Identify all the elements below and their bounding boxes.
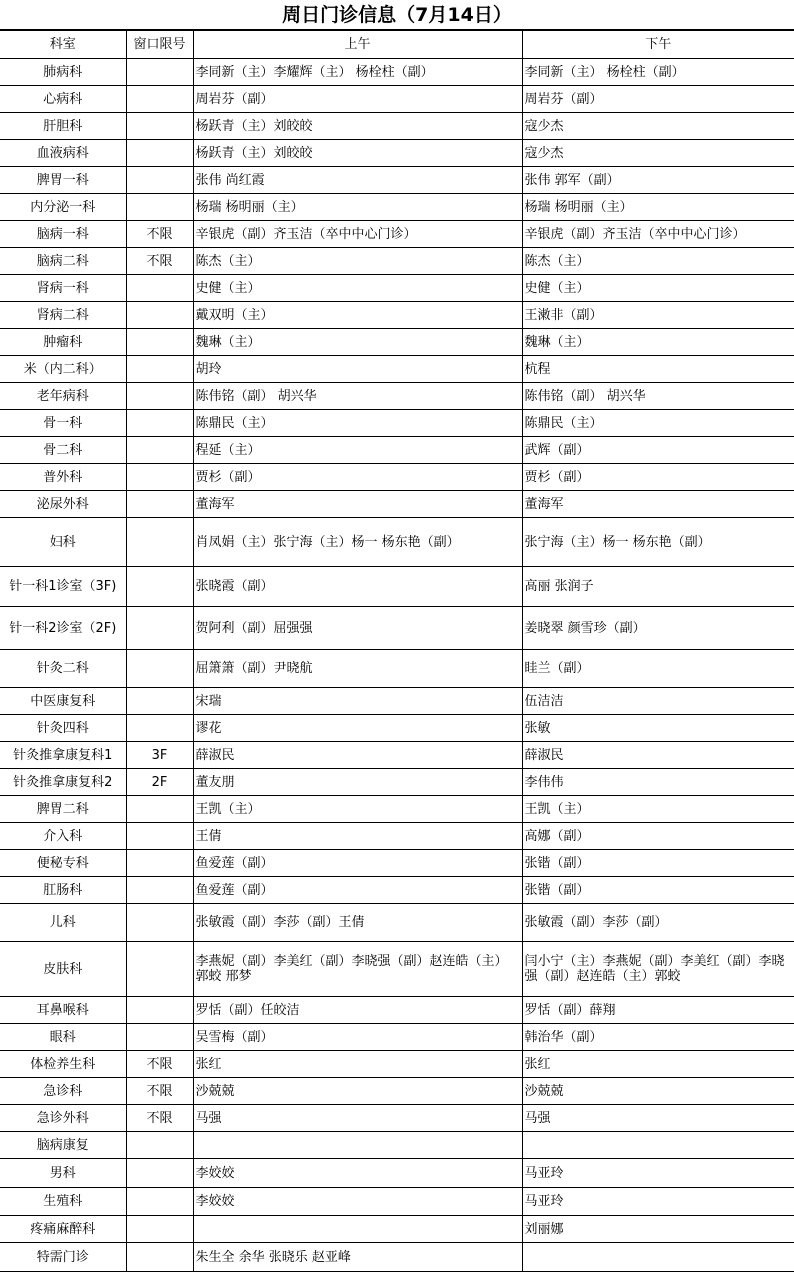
morning-doctors-cell: 肖凤娟（主）张宁海（主）杨一 杨东艳（副） bbox=[193, 518, 522, 567]
table-row bbox=[0, 140, 794, 167]
dept-cell: 米（内二科） bbox=[0, 356, 126, 383]
table-row bbox=[0, 796, 794, 823]
afternoon-doctors-cell: 寇少杰 bbox=[522, 113, 794, 140]
window-limit-cell bbox=[126, 329, 193, 356]
morning-doctors-cell: 吴雪梅（副） bbox=[193, 1024, 522, 1051]
window-limit-cell bbox=[126, 688, 193, 715]
table-row bbox=[0, 715, 794, 742]
table-row bbox=[0, 607, 794, 650]
morning-doctors-cell: 李姣姣 bbox=[193, 1159, 522, 1188]
header-am: 上午 bbox=[193, 31, 522, 59]
morning-doctors-cell: 屈箫箫（副）尹晓航 bbox=[193, 650, 522, 688]
table-row bbox=[0, 997, 794, 1024]
dept-cell: 脾胃二科 bbox=[0, 796, 126, 823]
window-limit-cell bbox=[126, 86, 193, 113]
window-limit-cell bbox=[126, 567, 193, 607]
table-row bbox=[0, 877, 794, 904]
window-limit-cell bbox=[126, 302, 193, 329]
header-dept: 科室 bbox=[0, 31, 126, 59]
table-row bbox=[0, 1216, 794, 1243]
dept-cell: 老年病科 bbox=[0, 383, 126, 410]
afternoon-doctors-cell: 罗恬（副）薛翔 bbox=[522, 997, 794, 1024]
table-row bbox=[0, 1159, 794, 1188]
afternoon-doctors-cell: 刘丽娜 bbox=[522, 1216, 794, 1243]
afternoon-doctors-cell: 眭兰（副） bbox=[522, 650, 794, 688]
window-limit-cell bbox=[126, 167, 193, 194]
dept-cell: 针灸推拿康复科2 bbox=[0, 769, 126, 796]
afternoon-doctors-cell: 韩治华（副） bbox=[522, 1024, 794, 1051]
afternoon-doctors-cell: 张锴（副） bbox=[522, 850, 794, 877]
afternoon-doctors-cell: 沙兢兢 bbox=[522, 1078, 794, 1105]
table-row bbox=[0, 302, 794, 329]
dept-cell: 疼痛麻醉科 bbox=[0, 1216, 126, 1243]
table-row bbox=[0, 194, 794, 221]
afternoon-doctors-cell: 马强 bbox=[522, 1105, 794, 1132]
afternoon-doctors-cell: 辛银虎（副）齐玉洁（卒中中心门诊） bbox=[522, 221, 794, 248]
afternoon-doctors-cell bbox=[522, 1132, 794, 1159]
window-limit-cell bbox=[126, 59, 193, 86]
morning-doctors-cell: 辛银虎（副）齐玉洁（卒中中心门诊） bbox=[193, 221, 522, 248]
afternoon-doctors-cell: 武辉（副） bbox=[522, 437, 794, 464]
window-limit-cell bbox=[126, 491, 193, 518]
afternoon-doctors-cell: 高娜（副） bbox=[522, 823, 794, 850]
table-row bbox=[0, 1024, 794, 1051]
dept-cell: 泌尿外科 bbox=[0, 491, 126, 518]
window-limit-cell bbox=[126, 113, 193, 140]
dept-cell: 脑病康复 bbox=[0, 1132, 126, 1159]
afternoon-doctors-cell bbox=[522, 1243, 794, 1272]
morning-doctors-cell: 罗恬（副）任皎洁 bbox=[193, 997, 522, 1024]
window-limit-cell bbox=[126, 850, 193, 877]
window-limit-cell bbox=[126, 650, 193, 688]
afternoon-doctors-cell: 马亚玲 bbox=[522, 1188, 794, 1216]
page-title: 周日门诊信息（7月14日） bbox=[0, 0, 794, 30]
header-window: 窗口限号 bbox=[126, 31, 193, 59]
dept-cell: 急诊外科 bbox=[0, 1105, 126, 1132]
dept-cell: 肿瘤科 bbox=[0, 329, 126, 356]
morning-doctors-cell: 胡玲 bbox=[193, 356, 522, 383]
dept-cell: 心病科 bbox=[0, 86, 126, 113]
clinic-schedule-table bbox=[0, 30, 794, 1272]
window-limit-cell bbox=[126, 410, 193, 437]
afternoon-doctors-cell: 陈鼎民（主） bbox=[522, 410, 794, 437]
table-row bbox=[0, 850, 794, 877]
table-row bbox=[0, 221, 794, 248]
dept-cell: 儿科 bbox=[0, 904, 126, 942]
table-row bbox=[0, 86, 794, 113]
morning-doctors-cell: 张敏霞（副）李莎（副）王倩 bbox=[193, 904, 522, 942]
dept-cell: 皮肤科 bbox=[0, 942, 126, 997]
window-limit-cell bbox=[126, 942, 193, 997]
afternoon-doctors-cell: 杨瑞 杨明丽（主） bbox=[522, 194, 794, 221]
dept-cell: 生殖科 bbox=[0, 1188, 126, 1216]
morning-doctors-cell: 沙兢兢 bbox=[193, 1078, 522, 1105]
morning-doctors-cell: 张红 bbox=[193, 1051, 522, 1078]
morning-doctors-cell: 薛淑民 bbox=[193, 742, 522, 769]
header-row bbox=[0, 31, 794, 59]
dept-cell: 针一科1诊室（3F) bbox=[0, 567, 126, 607]
dept-cell: 针灸二科 bbox=[0, 650, 126, 688]
window-limit-cell bbox=[126, 796, 193, 823]
table-row bbox=[0, 491, 794, 518]
dept-cell: 骨一科 bbox=[0, 410, 126, 437]
dept-cell: 眼科 bbox=[0, 1024, 126, 1051]
table-row bbox=[0, 113, 794, 140]
window-limit-cell bbox=[126, 877, 193, 904]
morning-doctors-cell: 杨跃青（主）刘皎皎 bbox=[193, 113, 522, 140]
morning-doctors-cell: 魏琳（主） bbox=[193, 329, 522, 356]
table-row bbox=[0, 1105, 794, 1132]
dept-cell: 肝胆科 bbox=[0, 113, 126, 140]
afternoon-doctors-cell: 张锴（副） bbox=[522, 877, 794, 904]
dept-cell: 骨二科 bbox=[0, 437, 126, 464]
morning-doctors-cell bbox=[193, 1216, 522, 1243]
morning-doctors-cell: 谬花 bbox=[193, 715, 522, 742]
window-limit-cell bbox=[126, 275, 193, 302]
morning-doctors-cell: 马强 bbox=[193, 1105, 522, 1132]
table-row bbox=[0, 650, 794, 688]
table-row bbox=[0, 904, 794, 942]
dept-cell: 血液病科 bbox=[0, 140, 126, 167]
table-row bbox=[0, 567, 794, 607]
window-limit-cell: 3F bbox=[126, 742, 193, 769]
table-row bbox=[0, 356, 794, 383]
window-limit-cell bbox=[126, 823, 193, 850]
afternoon-doctors-cell: 张敏霞（副）李莎（副） bbox=[522, 904, 794, 942]
window-limit-cell bbox=[126, 1159, 193, 1188]
afternoon-doctors-cell: 董海军 bbox=[522, 491, 794, 518]
dept-cell: 中医康复科 bbox=[0, 688, 126, 715]
morning-doctors-cell: 董友朋 bbox=[193, 769, 522, 796]
morning-doctors-cell: 鱼爱莲（副） bbox=[193, 877, 522, 904]
afternoon-doctors-cell: 李同新（主） 杨栓柱（副） bbox=[522, 59, 794, 86]
morning-doctors-cell: 陈鼎民（主） bbox=[193, 410, 522, 437]
morning-doctors-cell: 程延（主） bbox=[193, 437, 522, 464]
table-row bbox=[0, 1188, 794, 1216]
table-row bbox=[0, 275, 794, 302]
dept-cell: 肾病一科 bbox=[0, 275, 126, 302]
window-limit-cell: 不限 bbox=[126, 221, 193, 248]
dept-cell: 男科 bbox=[0, 1159, 126, 1188]
table-row bbox=[0, 688, 794, 715]
window-limit-cell bbox=[126, 1024, 193, 1051]
morning-doctors-cell: 李姣姣 bbox=[193, 1188, 522, 1216]
afternoon-doctors-cell: 高丽 张润子 bbox=[522, 567, 794, 607]
afternoon-doctors-cell: 陈伟铭（副） 胡兴华 bbox=[522, 383, 794, 410]
window-limit-cell bbox=[126, 715, 193, 742]
dept-cell: 脾胃一科 bbox=[0, 167, 126, 194]
afternoon-doctors-cell: 姜晓翠 颜雪珍（副） bbox=[522, 607, 794, 650]
table-row bbox=[0, 1051, 794, 1078]
window-limit-cell bbox=[126, 518, 193, 567]
header-pm: 下午 bbox=[522, 31, 794, 59]
afternoon-doctors-cell: 杭程 bbox=[522, 356, 794, 383]
afternoon-doctors-cell: 伍洁洁 bbox=[522, 688, 794, 715]
morning-doctors-cell: 陈伟铭（副） 胡兴华 bbox=[193, 383, 522, 410]
window-limit-cell bbox=[126, 997, 193, 1024]
window-limit-cell bbox=[126, 356, 193, 383]
dept-cell: 体检养生科 bbox=[0, 1051, 126, 1078]
afternoon-doctors-cell: 张敏 bbox=[522, 715, 794, 742]
table-row bbox=[0, 1078, 794, 1105]
morning-doctors-cell: 张伟 尚红霞 bbox=[193, 167, 522, 194]
morning-doctors-cell: 朱生全 余华 张晓乐 赵亚峰 bbox=[193, 1243, 522, 1272]
window-limit-cell bbox=[126, 1132, 193, 1159]
afternoon-doctors-cell: 薛淑民 bbox=[522, 742, 794, 769]
window-limit-cell bbox=[126, 140, 193, 167]
afternoon-doctors-cell: 王潄非（副） bbox=[522, 302, 794, 329]
morning-doctors-cell: 鱼爱莲（副） bbox=[193, 850, 522, 877]
afternoon-doctors-cell: 陈杰（主） bbox=[522, 248, 794, 275]
window-limit-cell bbox=[126, 1216, 193, 1243]
morning-doctors-cell: 李燕妮（副）李美红（副）李晓强（副）赵连皓（主）郭蛟 邢梦 bbox=[193, 942, 522, 997]
morning-doctors-cell bbox=[193, 1132, 522, 1159]
table-row bbox=[0, 248, 794, 275]
table-row bbox=[0, 742, 794, 769]
dept-cell: 脑病二科 bbox=[0, 248, 126, 275]
afternoon-doctors-cell: 张伟 郭军（副） bbox=[522, 167, 794, 194]
dept-cell: 脑病一科 bbox=[0, 221, 126, 248]
morning-doctors-cell: 陈杰（主） bbox=[193, 248, 522, 275]
window-limit-cell bbox=[126, 464, 193, 491]
table-row bbox=[0, 1132, 794, 1159]
table-row bbox=[0, 823, 794, 850]
table-row bbox=[0, 942, 794, 997]
window-limit-cell bbox=[126, 437, 193, 464]
morning-doctors-cell: 王凯（主） bbox=[193, 796, 522, 823]
afternoon-doctors-cell: 魏琳（主） bbox=[522, 329, 794, 356]
dept-cell: 针灸推拿康复科1 bbox=[0, 742, 126, 769]
afternoon-doctors-cell: 王凯（主） bbox=[522, 796, 794, 823]
dept-cell: 内分泌一科 bbox=[0, 194, 126, 221]
table-row bbox=[0, 59, 794, 86]
dept-cell: 针灸四科 bbox=[0, 715, 126, 742]
afternoon-doctors-cell: 寇少杰 bbox=[522, 140, 794, 167]
dept-cell: 肺病科 bbox=[0, 59, 126, 86]
window-limit-cell: 不限 bbox=[126, 248, 193, 275]
afternoon-doctors-cell: 贾杉（副） bbox=[522, 464, 794, 491]
dept-cell: 肾病二科 bbox=[0, 302, 126, 329]
morning-doctors-cell: 王倩 bbox=[193, 823, 522, 850]
table-row bbox=[0, 1243, 794, 1272]
dept-cell: 介入科 bbox=[0, 823, 126, 850]
table-row bbox=[0, 518, 794, 567]
window-limit-cell bbox=[126, 383, 193, 410]
morning-doctors-cell: 董海军 bbox=[193, 491, 522, 518]
dept-cell: 普外科 bbox=[0, 464, 126, 491]
schedule-body bbox=[0, 59, 794, 1272]
morning-doctors-cell: 宋瑞 bbox=[193, 688, 522, 715]
table-row bbox=[0, 383, 794, 410]
table-row bbox=[0, 437, 794, 464]
afternoon-doctors-cell: 张红 bbox=[522, 1051, 794, 1078]
table-row bbox=[0, 167, 794, 194]
morning-doctors-cell: 周岩芬（副） bbox=[193, 86, 522, 113]
morning-doctors-cell: 杨瑞 杨明丽（主） bbox=[193, 194, 522, 221]
morning-doctors-cell: 贺阿利（副）屈强强 bbox=[193, 607, 522, 650]
morning-doctors-cell: 杨跃青（主）刘皎皎 bbox=[193, 140, 522, 167]
table-row bbox=[0, 464, 794, 491]
window-limit-cell bbox=[126, 1188, 193, 1216]
window-limit-cell: 不限 bbox=[126, 1105, 193, 1132]
afternoon-doctors-cell: 周岩芬（副） bbox=[522, 86, 794, 113]
table-row bbox=[0, 410, 794, 437]
dept-cell: 妇科 bbox=[0, 518, 126, 567]
dept-cell: 特需门诊 bbox=[0, 1243, 126, 1272]
table-row bbox=[0, 329, 794, 356]
window-limit-cell bbox=[126, 194, 193, 221]
afternoon-doctors-cell: 张宁海（主）杨一 杨东艳（副） bbox=[522, 518, 794, 567]
dept-cell: 便秘专科 bbox=[0, 850, 126, 877]
morning-doctors-cell: 史健（主） bbox=[193, 275, 522, 302]
window-limit-cell bbox=[126, 607, 193, 650]
dept-cell: 耳鼻喉科 bbox=[0, 997, 126, 1024]
table-row bbox=[0, 769, 794, 796]
morning-doctors-cell: 贾杉（副） bbox=[193, 464, 522, 491]
afternoon-doctors-cell: 马亚玲 bbox=[522, 1159, 794, 1188]
afternoon-doctors-cell: 闫小宁（主）李燕妮（副）李美红（副）李晓强（副）赵连皓（主）郭蛟 bbox=[522, 942, 794, 997]
morning-doctors-cell: 戴双明（主） bbox=[193, 302, 522, 329]
dept-cell: 急诊科 bbox=[0, 1078, 126, 1105]
window-limit-cell bbox=[126, 904, 193, 942]
dept-cell: 肛肠科 bbox=[0, 877, 126, 904]
morning-doctors-cell: 张晓霞（副） bbox=[193, 567, 522, 607]
afternoon-doctors-cell: 李伟伟 bbox=[522, 769, 794, 796]
window-limit-cell: 不限 bbox=[126, 1051, 193, 1078]
window-limit-cell bbox=[126, 1243, 193, 1272]
window-limit-cell: 不限 bbox=[126, 1078, 193, 1105]
morning-doctors-cell: 李同新（主）李耀辉（主） 杨栓柱（副） bbox=[193, 59, 522, 86]
dept-cell: 针一科2诊室（2F) bbox=[0, 607, 126, 650]
afternoon-doctors-cell: 史健（主） bbox=[522, 275, 794, 302]
window-limit-cell: 2F bbox=[126, 769, 193, 796]
